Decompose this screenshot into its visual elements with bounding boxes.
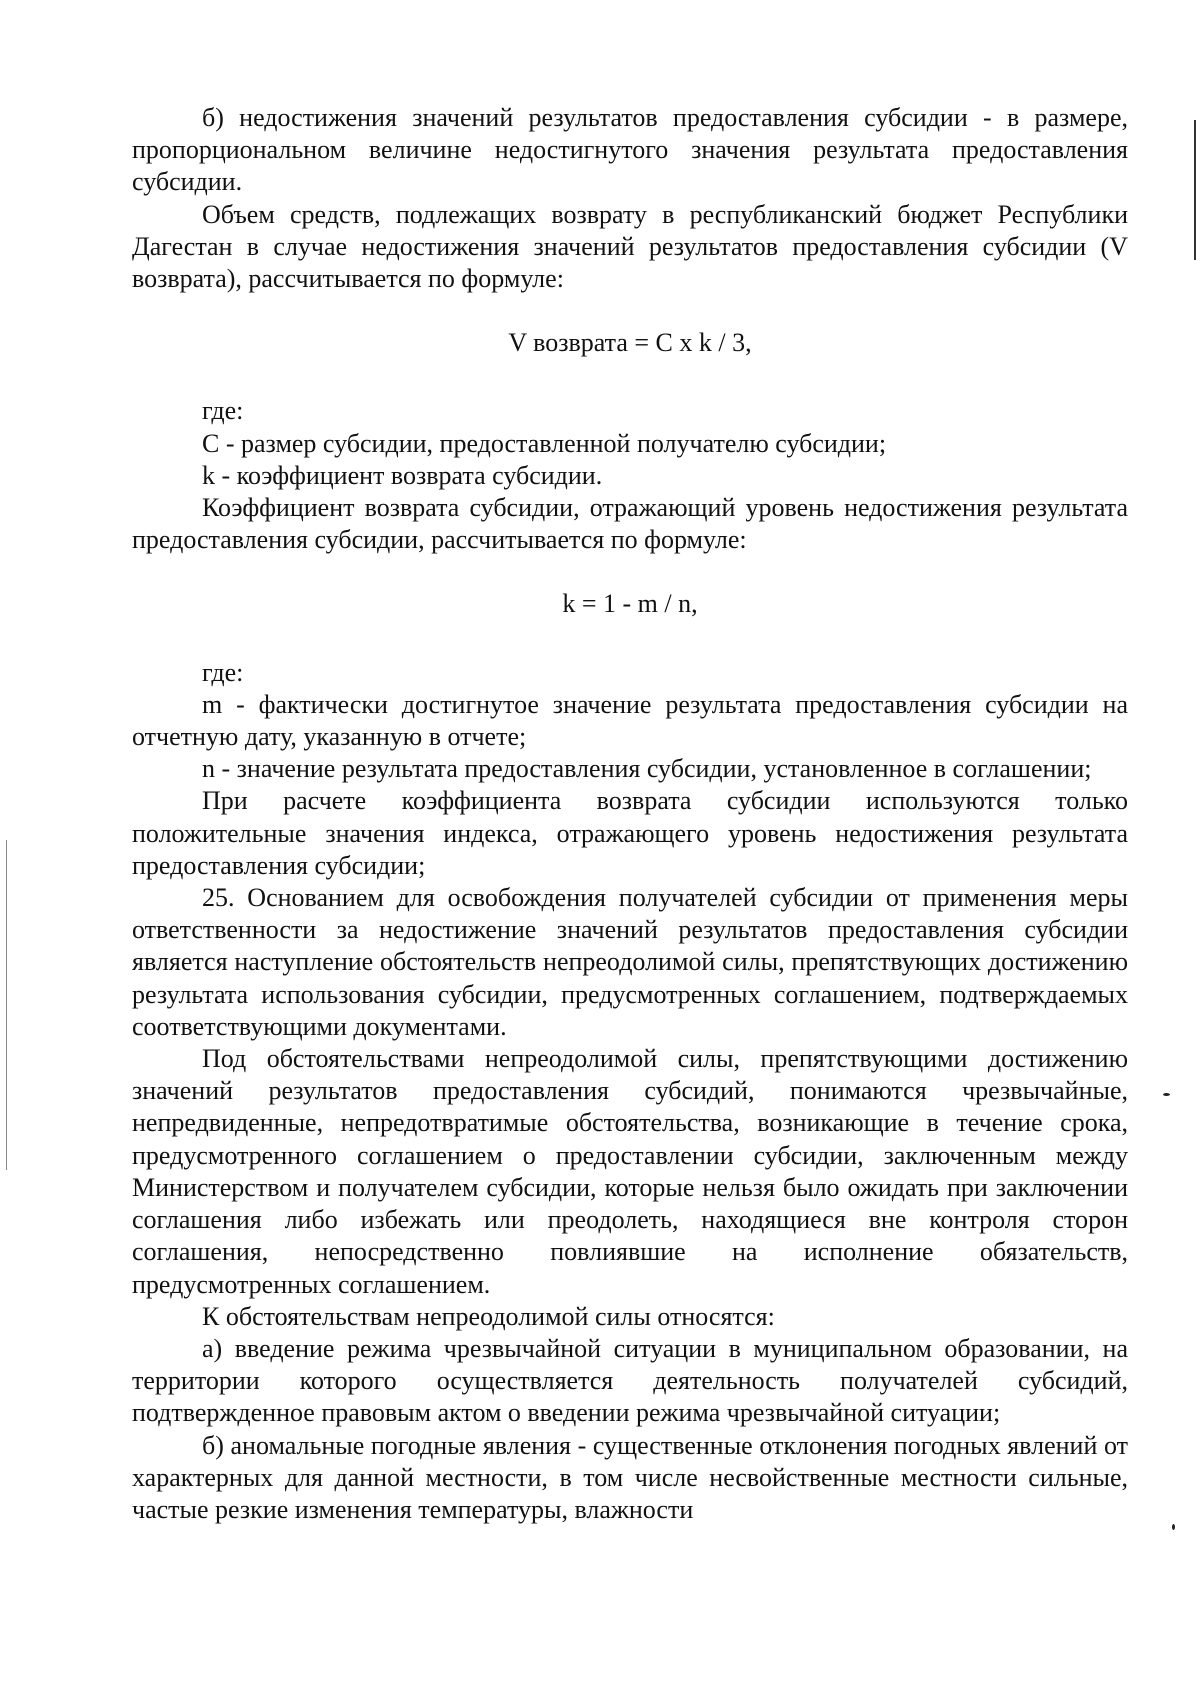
paragraph-c-definition: C - размер субсидии, предоставленной получателю субсидии; (202, 428, 887, 458)
paragraph-b-weather-anomalies: б) аномальные погодные явления - существенные отклонения погодных явлений от характерных для данной местности, в том числе несвойственные местности сильные, частые резкие изменения температуры, влажности (132, 1430, 1128, 1524)
document-body (132, 102, 1128, 1526)
scan-speck (1172, 1524, 1175, 1530)
paragraph-a-emergency-regime: а) введение режима чрезвычайной ситуации в муниципальном образовании, на территории которого осуществляется деятельность получателей субсидий, подтвержденное правовым актом о введении режима чрезвычайной ситуации; (132, 1333, 1128, 1428)
paragraph-m-definition: m - фактически достигнутое значение результата предоставления субсидии на отчетную дату, указанную в отчете; (132, 689, 1128, 752)
paragraph-force-majeure-list-intro: К обстоятельствам непреодолимой силы относятся: (202, 1301, 775, 1331)
paragraph-n-definition: n - значение результата предоставления субсидии, установленное в соглашении; (202, 754, 1092, 784)
paragraph-coefficient: Коэффициент возврата субсидии, отражающий уровень недостижения результата предоставления субсидии, рассчитывается по формуле: (132, 493, 1128, 555)
scan-edge-line (1194, 120, 1196, 260)
paragraph-refund-volume: Объем средств, подлежащих возврату в республиканский бюджет Республики Дагестан в случае недостижения значений результатов предоставления субсидии (V возврата), рассчитывается по формуле: (132, 199, 1128, 294)
scan-left-line (6, 840, 7, 1170)
paragraph-b-underachievement: б) недостижения значений результатов предоставления субсидии - в размере, пропорциональном величине недостигнутого значения результата предоставления субсидии. (132, 103, 1128, 197)
paragraph-k-definition: k - коэффициент возврата субсидии. (202, 460, 603, 490)
formula-v-refund: V возврата = C x k / 3, (508, 328, 752, 358)
scan-speck (1163, 1093, 1170, 1096)
paragraph-where-2: где: (202, 657, 244, 687)
paragraph-25-release-basis: 25. Основанием для освобождения получателей субсидии от применения меры ответственности за недостижение значений результатов предоставления субсидии является наступление обстоятельств непреодолимой силы, препятствующих достижению результата использования субсидии, предусмотренных соглашением, подтверждаемых соответствующими документами. (132, 883, 1128, 1041)
formula-k: k = 1 - m / n, (562, 589, 698, 619)
paragraph-where-1: где: (202, 396, 244, 426)
paragraph-force-majeure-definition: Под обстоятельствами непреодолимой силы, препятствующими достижению значений результатов предоставления субсидий, понимаются чрезвычайные, непредвиденные, непредотвратимые обстоятельства, возникающие в течение срока, предусмотренного соглашением о предоставлении субсидии, заключенным между Министерством и получателем субсидии, которые нельзя было ожидать при заключении соглашения либо избежать или преодолеть, находящиеся вне контроля сторон соглашения, непосредственно повлиявшие на исполнение обязательств, предусмотренных соглашением. (132, 1044, 1128, 1299)
paragraph-positive-values: При расчете коэффициента возврата субсидии используются только положительные значения индекса, отражающего уровень недостижения результата предоставления субсидии; (132, 786, 1128, 880)
